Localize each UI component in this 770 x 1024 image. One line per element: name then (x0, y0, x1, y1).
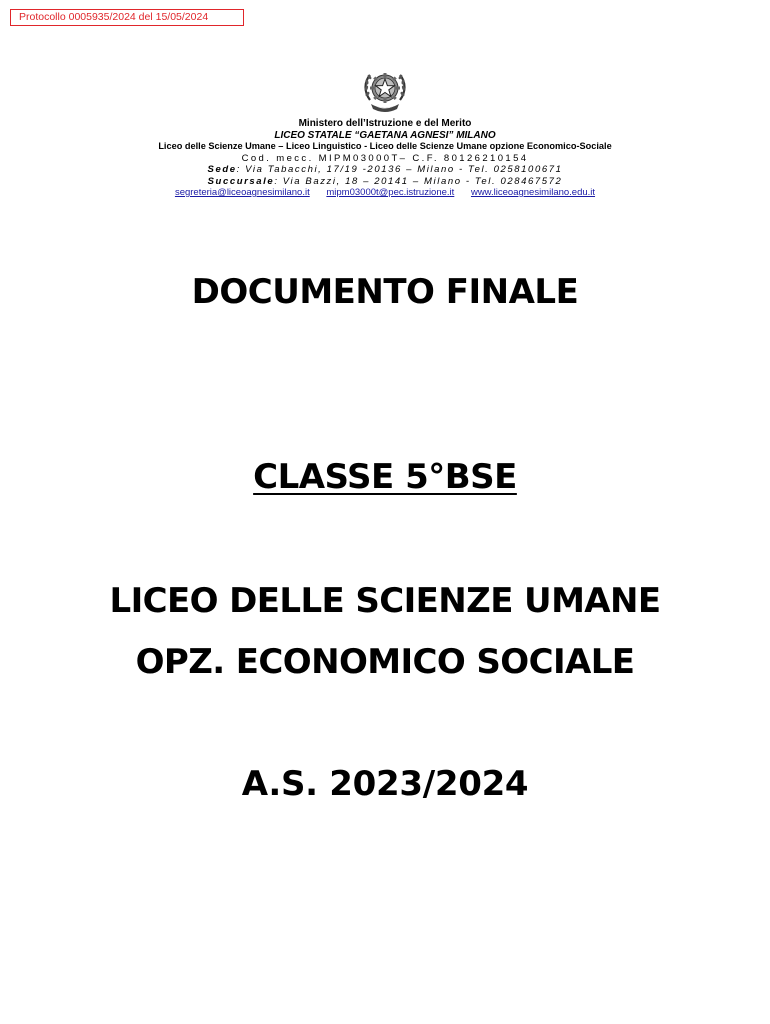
contact-links (0, 187, 770, 199)
email-link[interactable]: segreteria@liceoagnesimilano.it (174, 187, 310, 198)
document-title: DOCUMENTO FINALE (191, 272, 579, 312)
school-name: LICEO STATALE “GAETANA AGNESI” MILANO (274, 129, 496, 141)
italian-republic-emblem-icon (362, 66, 408, 114)
school-codes: Cod. mecc. MIPM03000T– C.F. 80126210154 (241, 152, 529, 164)
branch-site-text: : Via Bazzi, 18 – 20141 – Milano - Tel. 028467572 (274, 175, 563, 187)
main-site-label: Sede (207, 164, 237, 175)
pec-link[interactable]: mipm03000t@pec.istruzione.it (326, 187, 455, 198)
school-letterhead (0, 118, 770, 199)
main-site-text: : Via Tabacchi, 17/19 -20136 – Milano - Tel. 0258100671 (236, 164, 563, 175)
liceo-title: LICEO DELLE SCIENZE UMANE (109, 581, 661, 621)
ministry-name: Ministero dell’Istruzione e del Merito (298, 118, 472, 129)
branch-site-address (0, 176, 770, 188)
branch-site-label: Succursale (207, 175, 275, 187)
main-site-address (0, 164, 770, 176)
school-year-title: A.S. 2023/2024 (241, 764, 529, 804)
school-courses: Liceo delle Scienze Umane – Liceo Linguistico - Liceo delle Scienze Umane opzione Economico-Sociale (158, 141, 612, 151)
protocol-stamp: Protocollo 0005935/2024 del 15/05/2024 (10, 9, 244, 26)
class-title-text: CLASSE 5°BSE (253, 457, 517, 497)
class-title (0, 457, 770, 497)
website-link[interactable]: www.liceoagnesimilano.edu.it (470, 187, 596, 198)
option-title: OPZ. ECONOMICO SOCIALE (135, 642, 635, 682)
